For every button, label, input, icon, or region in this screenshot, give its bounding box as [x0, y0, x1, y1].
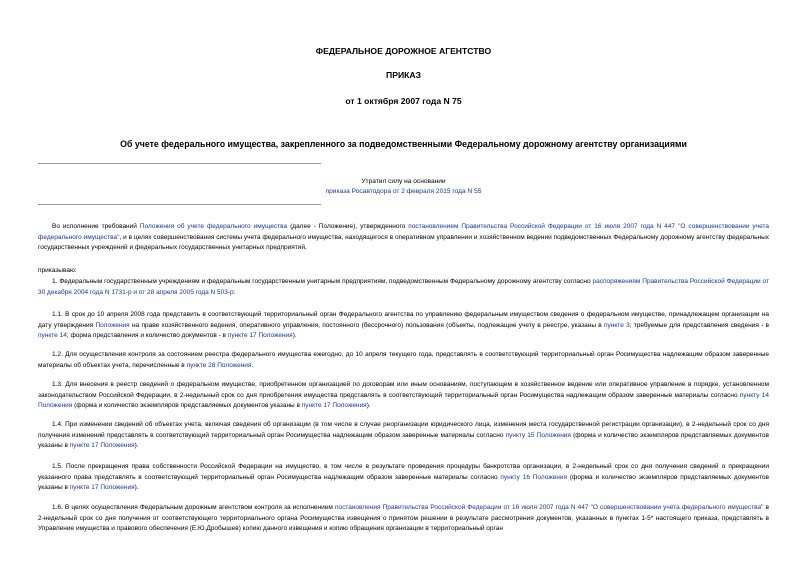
status-line	[0, 188, 807, 195]
text-run: Во исполнение требований	[52, 223, 140, 230]
text-run: 1.6. В целях осуществления Федеральным дорожным агентством контроля за исполнением	[52, 504, 335, 511]
link-regulation[interactable]: Положения об учете федерального имущества	[139, 223, 288, 230]
link-clause-3[interactable]: пункте 3	[604, 321, 630, 329]
paragraph-1-4	[38, 420, 769, 452]
text-run: 1.2. Для осуществления контроля за состоянием реестра федерального имущества ежегодно, до 10 апреля текущего года, представлять в соответствующий территориальный орган Росимущества надлежащим образом заверенные материалы об объектах учета, перечисленные в	[38, 351, 769, 369]
text-run: ).	[292, 332, 297, 339]
document-date-number: от 1 октября 2007 года N 75	[345, 96, 462, 106]
paragraph-1-6	[38, 503, 769, 535]
link-clause-14[interactable]: пункту 14 Положения	[38, 391, 769, 409]
text-run: ).	[134, 484, 139, 491]
text-run: (форма и количество экземпляров представляемых документов указаны в	[38, 431, 769, 449]
status-text: Утратил силу на основании	[361, 178, 446, 185]
text-run: 1.3. Для внесения в реестр сведений о федеральном имуществе, приобретенном организацией по договорам или иным основаниям, поступающем в хозяйственное ведение или оперативное управление в порядке, установленном законодательством Российской Федерации, в 2-недельный срок со дня приобретения имущества представлять в соответствующий территориальный орган Росимущества надлежащим образом заверенные материалы согласно	[38, 381, 769, 399]
text-run: , и в целях совершенствования системы учета федерального имущества, находящегося в оперативном управлении и хозяйственном ведении подведомственных Федеральному дорожному агентству федеральных государственных учреждений и федеральных государственных унитарных предприятий,	[38, 233, 769, 251]
text-run: 1.1. В срок до 10 апреля 2008 года представить в соответствующий территориальный орган Федерального агентства по управлению федеральным имуществом сведения о федеральном имуществе, принадлежащем организации на дату утверждения	[38, 311, 769, 329]
text-run: 1.5. После прекращения права собственности Российской Федерации на имущество, в том числе в результате проведения процедуры банкротства организации, в 2-недельный срок со дня получения сведений о прекращении указанного права представлять в соответствующий территориальный орган Росимущества надлежащим образом заверенные материалы согласно	[38, 463, 769, 481]
link-resolution-447[interactable]: постановлением Правительства Российской Федерации от 16 июля 2007 года N 447 "О совершенствовании учета федерального имущества"	[38, 223, 769, 241]
link-clause-17[interactable]: пункте 17 Положения	[69, 442, 135, 449]
link-clause-17[interactable]: пункте 17 Положения	[301, 402, 367, 409]
link-clause-16[interactable]: пункту 16 Положения	[500, 473, 568, 481]
status-link[interactable]: приказа Росавтодора от 2 февраля 2015 года N 55	[325, 188, 482, 195]
text-run: ; форма представления и количество документов - в	[66, 332, 228, 339]
link-clause-15[interactable]: пункту 15 Положения	[505, 431, 571, 439]
text-run: 1. Федеральным государственным учреждениям и федеральным государственным унитарным предприятиям, подведомственным Федеральному дорожному агентству согласно	[52, 278, 593, 285]
text-run: ).	[366, 402, 371, 409]
text-run: .	[251, 361, 254, 369]
link-clause-17[interactable]: пункте 17 Положения	[69, 484, 135, 491]
agency-name: ФЕДЕРАЛЬНОЕ ДОРОЖНОЕ АГЕНТСТВО	[315, 46, 492, 56]
paragraph-1-5	[38, 462, 769, 494]
text-run: 1.4. При изменении сведений об объектах учета, включая сведения об организации (в том числе в случае реорганизации юридического лица, изменения места государственной регистрации организации), в 2-недельный срок со дня получения изменений представлять в соответствующий территориальный орган Росимущества надлежащим образом заверенные материалы согласно	[38, 421, 769, 439]
text-run: (форма и количество экземпляров представляемых документов указаны в	[72, 402, 302, 409]
link-clause-28[interactable]: пункте 28 Положения	[186, 361, 252, 369]
text-run: на праве хозяйственного ведения, оперативного управления, постоянного (бессрочного) пользования (объекты, подлежащие учету в реестре, указаны в	[129, 321, 605, 329]
text-run: ; требуемые для представления сведения - в	[629, 321, 769, 329]
order-word: приказываю:	[38, 267, 77, 274]
divider-bottom	[38, 204, 321, 205]
text-run: в 2-недельный срок со дня получения от соответствующего территориального органа Росимущества извещения о принятом решении в результате рассмотрения документов, указанных в пунктах 1-5* настоящего приказа, представлять в Управление имущества и правового обеспечения (Е.Ю.Дробышев) копию данного извещения и копию обращения организации в территориальный орган	[38, 504, 769, 532]
text-run: ).	[134, 442, 139, 449]
link-resolution-447[interactable]: постановления Правительства Российской Федерации от 16 июля 2007 года N 447 "О совершенствовании учета федерального имущества"	[334, 504, 764, 511]
paragraph-1-3	[38, 380, 769, 412]
text-run: (форма и количество экземпляров представляемых документов указаны в	[38, 473, 769, 491]
paragraph-1	[38, 277, 769, 298]
document-title: Об учете федерального имущества, закрепленного за подведомственными Федеральному дорожному агентству организациями	[120, 139, 687, 149]
text-run: (далее - Положение), утвержденного	[287, 223, 409, 230]
link-clause-17[interactable]: пункте 17 Положения	[227, 332, 293, 339]
text-run: :	[233, 288, 236, 296]
document-type: ПРИКАЗ	[386, 70, 421, 80]
divider-top	[38, 163, 321, 164]
preamble-paragraph	[38, 222, 769, 254]
paragraph-1-1	[38, 310, 769, 342]
link-clause-14[interactable]: пункте 14	[38, 332, 67, 339]
paragraph-1-2	[38, 350, 769, 371]
link-regulation[interactable]: Положения	[95, 321, 130, 329]
link-orders-1731-503[interactable]: распоряжениям Правительства Российской Федерации от 30 декабря 2004 года N 1731-р и от 28 апреля 2005 года N 503-р	[38, 278, 770, 296]
